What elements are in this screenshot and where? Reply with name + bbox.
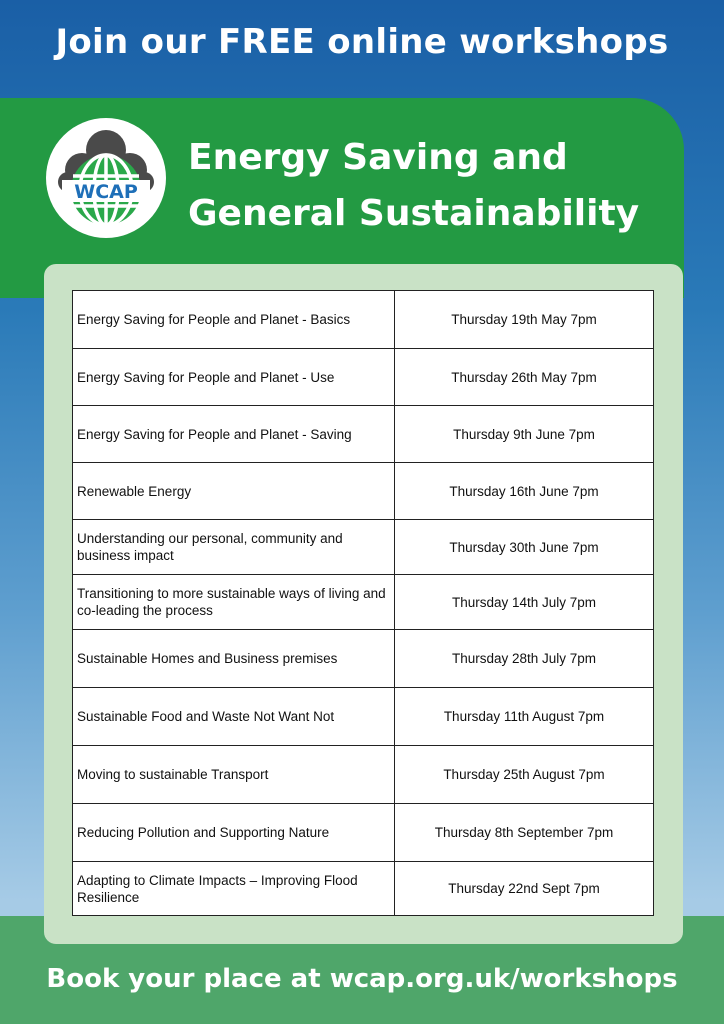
workshop-date: Thursday 28th July 7pm bbox=[395, 630, 654, 688]
workshop-name: Energy Saving for People and Planet - Use bbox=[73, 349, 395, 406]
table-row bbox=[73, 862, 654, 916]
workshop-name: Renewable Energy bbox=[73, 463, 395, 520]
workshop-name: Adapting to Climate Impacts – Improving Flood Resilience bbox=[73, 862, 395, 916]
table-row bbox=[73, 463, 654, 520]
table-row bbox=[73, 746, 654, 804]
table-row bbox=[73, 630, 654, 688]
workshop-date: Thursday 16th June 7pm bbox=[395, 463, 654, 520]
workshop-name: Understanding our personal, community and business impact bbox=[73, 520, 395, 575]
table-row bbox=[73, 291, 654, 349]
workshop-name: Sustainable Food and Waste Not Want Not bbox=[73, 688, 395, 746]
workshop-date: Thursday 19th May 7pm bbox=[395, 291, 654, 349]
workshop-date: Thursday 22nd Sept 7pm bbox=[395, 862, 654, 916]
table-row bbox=[73, 520, 654, 575]
workshop-schedule-table bbox=[72, 290, 654, 916]
workshop-date: Thursday 11th August 7pm bbox=[395, 688, 654, 746]
workshop-date: Thursday 26th May 7pm bbox=[395, 349, 654, 406]
workshop-date: Thursday 14th July 7pm bbox=[395, 575, 654, 630]
logo-text: WCAP bbox=[74, 181, 138, 203]
table-row bbox=[73, 575, 654, 630]
workshop-name: Sustainable Homes and Business premises bbox=[73, 630, 395, 688]
table-row bbox=[73, 688, 654, 746]
header-headline: Join our FREE online workshops bbox=[55, 22, 669, 62]
title-line-1: Energy Saving and bbox=[188, 137, 568, 178]
workshop-name: Moving to sustainable Transport bbox=[73, 746, 395, 804]
title-line-2: General Sustainability bbox=[188, 193, 640, 234]
page-title bbox=[188, 130, 668, 242]
workshop-name: Energy Saving for People and Planet - Basics bbox=[73, 291, 395, 349]
table-row bbox=[73, 406, 654, 463]
workshop-date: Thursday 9th June 7pm bbox=[395, 406, 654, 463]
workshop-name: Transitioning to more sustainable ways of living and co-leading the process bbox=[73, 575, 395, 630]
table-row bbox=[73, 349, 654, 406]
globe-cloud-icon bbox=[46, 118, 166, 238]
workshop-date: Thursday 25th August 7pm bbox=[395, 746, 654, 804]
workshop-date: Thursday 30th June 7pm bbox=[395, 520, 654, 575]
table-row bbox=[73, 804, 654, 862]
workshop-name: Reducing Pollution and Supporting Nature bbox=[73, 804, 395, 862]
wcap-logo bbox=[46, 118, 166, 238]
booking-link-text: Book your place at wcap.org.uk/workshops bbox=[46, 964, 678, 994]
workshop-name: Energy Saving for People and Planet - Saving bbox=[73, 406, 395, 463]
workshop-date: Thursday 8th September 7pm bbox=[395, 804, 654, 862]
